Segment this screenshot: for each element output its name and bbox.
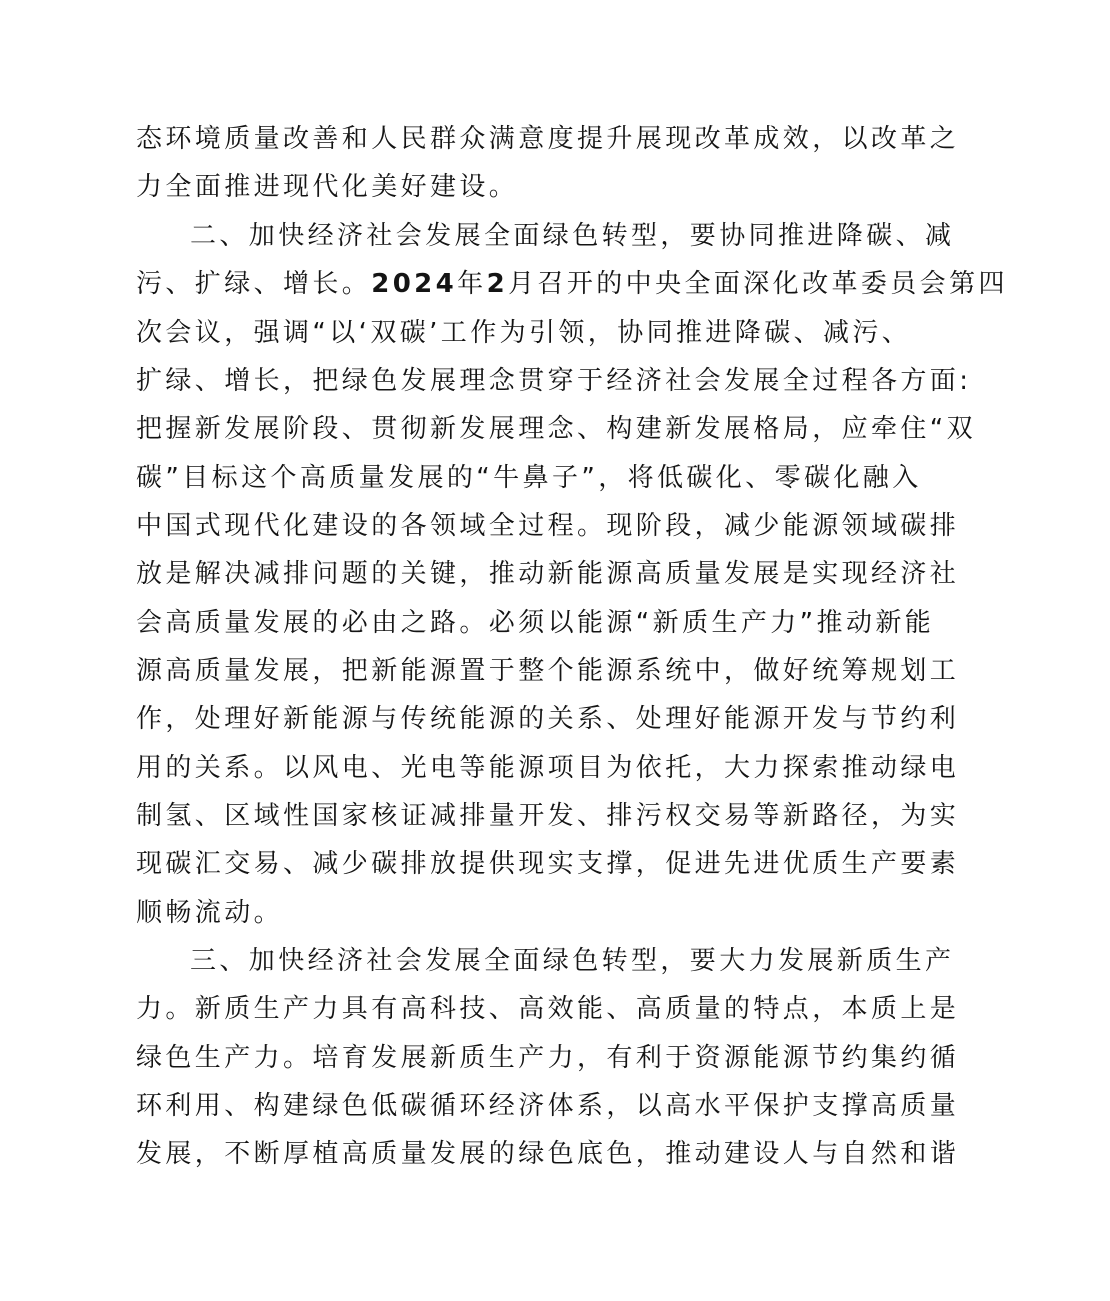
paragraph-2-line-1: 二、加快经济社会发展全面绿色转型，要协同推进降碳、减 [190,221,955,251]
paragraph-2-line-10: 源高质量发展，把新能源置于整个能源系统中，做好统筹规划工 [136,656,960,686]
paragraph-2-line-12: 用的关系。以风电、光电等能源项目为依托，大力探索推动绿电 [136,753,960,783]
paragraph-2-line-2-text-a: 污、扩绿、增长。 [136,269,372,299]
paragraph-2-line-2-text-b: 年 [457,269,487,299]
paragraph-3-line-4: 环利用、构建绿色低碳循环经济体系，以高水平保护支撑高质量 [136,1091,960,1121]
paragraph-3-line-2: 力。新质生产力具有高科技、高效能、高质量的特点，本质上是 [136,994,960,1024]
paragraph-2-line-8: 放是解决减排问题的关键，推动新能源高质量发展是实现经济社 [136,559,960,589]
paragraph-2-line-4: 扩绿、增长，把绿色发展理念贯穿于经济社会发展全过程各方面: [136,366,972,396]
paragraph-2-line-9: 会高质量发展的必由之路。必须以能源“新质生产力”推动新能 [136,608,935,638]
paragraph-2-line-5: 把握新发展阶段、贯彻新发展理念、构建新发展格局，应牵住“双 [136,414,977,444]
paragraph-2-line-11: 作，处理好新能源与传统能源的关系、处理好能源开发与节约利 [136,704,960,734]
paragraph-3-line-5: 发展，不断厚植高质量发展的绿色底色，推动建设人与自然和谐 [136,1139,960,1169]
paragraph-2-line-7: 中国式现代化建设的各领域全过程。现阶段，减少能源领域碳排 [136,511,960,541]
paragraph-3-line-1: 三、加快经济社会发展全面绿色转型，要大力发展新质生产 [190,946,955,976]
paragraph-1-line-1: 态环境质量改善和人民群众满意度提升展现改革成效，以改革之 [136,124,960,154]
paragraph-2-line-2 [136,264,1056,304]
month-figure: 2 [486,269,509,299]
paragraph-2-line-2-text-c: 月召开的中央全面深化改革委员会第四 [508,269,1008,299]
paragraph-2-line-3: 次会议，强调“以‘双碳’工作为引领，协同推进降碳、减污、 [136,318,912,348]
year-figure: 2024 [371,269,458,299]
paragraph-2-line-15: 顺畅流动。 [136,898,284,928]
paragraph-2-line-14: 现碳汇交易、减少碳排放提供现实支撑，促进先进优质生产要素 [136,849,960,879]
paragraph-1-line-2: 力全面推进现代化美好建设。 [136,172,519,202]
paragraph-2-line-6: 碳”目标这个高质量发展的“牛鼻子”，将低碳化、零碳化融入 [136,463,922,493]
paragraph-2-line-13: 制氢、区域性国家核证减排量开发、排污权交易等新路径，为实 [136,801,960,831]
paragraph-3-line-3: 绿色生产力。培育发展新质生产力，有利于资源能源节约集约循 [136,1043,960,1073]
